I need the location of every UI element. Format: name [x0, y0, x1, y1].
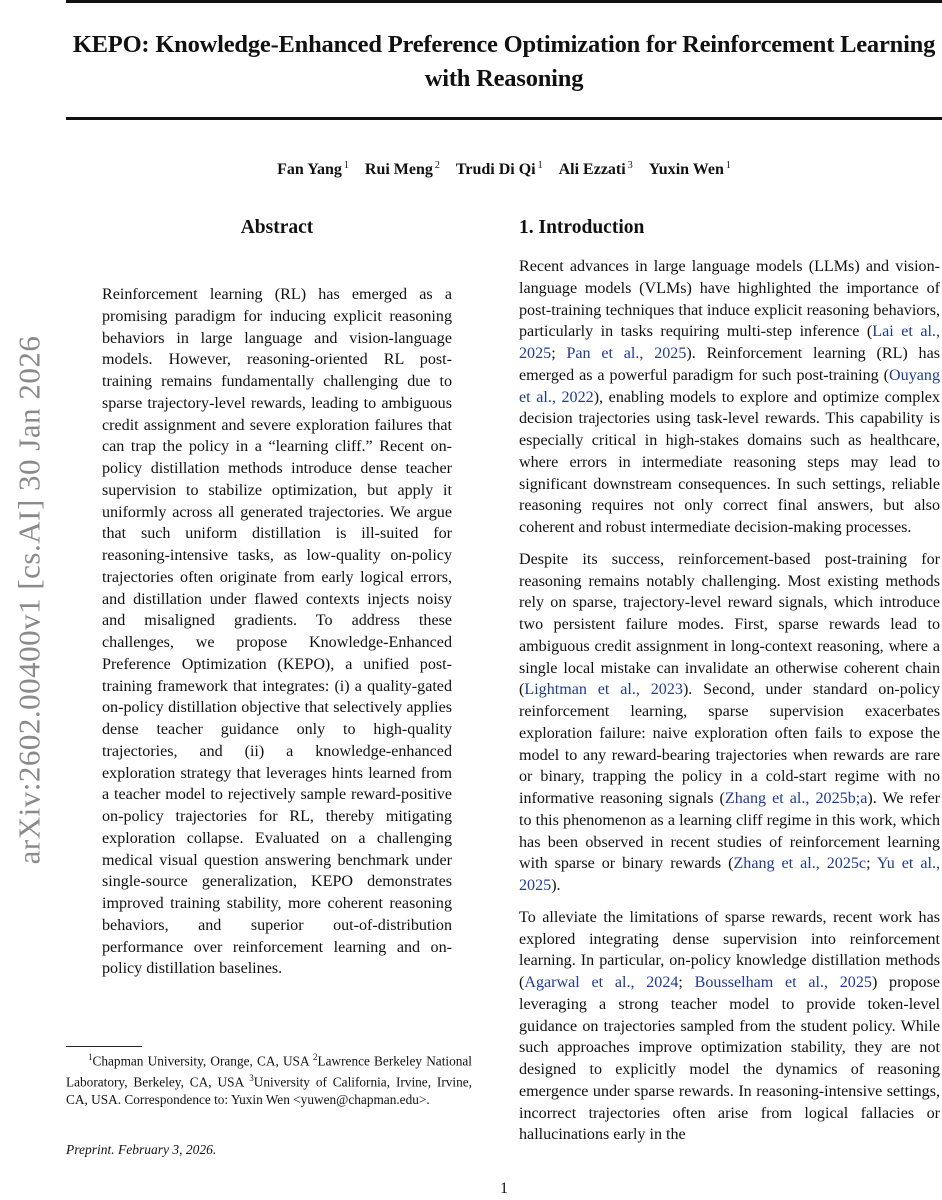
- author: [277, 161, 349, 178]
- text-run: To alleviate the limitations of sparse rewards, recent work has explored integrating dense supervision into reinforcement learning. In particular, on-policy knowledge distillation methods (: [519, 908, 940, 991]
- citation-link[interactable]: Zhang et al., 2025c: [733, 855, 867, 873]
- affiliation-marker: 2: [312, 1052, 318, 1062]
- author-affiliation: 2: [434, 160, 440, 171]
- text-run: ;: [551, 345, 567, 362]
- author-name: Ali Ezzati: [558, 161, 626, 179]
- text-run: Despite its success, reinforcement-based post-training for reasoning remains notably challenging. Most existing methods rely on sparse, trajectory-level reward signals, which introduce two persistent failure modes. First, sparse rewards lead to ambiguous credit assignment in long-context reasoning, where a single local mistake can invalidate an otherwise coherent chain (: [519, 550, 940, 699]
- author-name: Yuxin Wen: [648, 161, 724, 179]
- author-name: Rui Meng: [364, 161, 433, 179]
- intro-paragraph-2: [519, 549, 940, 897]
- text-run: ;: [866, 855, 877, 873]
- author-affiliation: 3: [627, 160, 633, 171]
- preprint-note: Preprint. February 3, 2026.: [66, 1142, 217, 1157]
- introduction-heading: 1. Introduction: [519, 217, 645, 238]
- paper-title: KEPO: Knowledge-Enhanced Preference Optimization for Reinforcement Learning with Reasoning: [72, 31, 936, 92]
- affiliation-marker: 3: [249, 1072, 254, 1083]
- author-name: Trudi Di Qi: [455, 161, 536, 179]
- abstract-heading: Abstract: [240, 217, 314, 238]
- text-run: ), enabling models to explore and optimize complex decision trajectories using task-level rewards. This capability is especially critical in high-stakes domains such as healthcare, where errors in intermediate reasoning steps may lead to significant downstream consequences. In such settings, reliable reasoning requires not only correct final answers, but also coherent and robust intermediate decision-making processes.: [519, 388, 940, 536]
- citation-link[interactable]: Lightman et al., 2023: [524, 681, 683, 699]
- citation-link[interactable]: Ouyang et al., 2022: [519, 366, 940, 406]
- author: [365, 161, 440, 178]
- text-run: Recent advances in large language models (LLMs) and vision-language models (VLMs) have highlighted the importance of post-training techniques that induce explicit reasoning behaviors, particularly in tasks requiring multi-step inference (: [519, 258, 940, 341]
- intro-paragraph-3: [519, 907, 940, 1146]
- abstract-text: Reinforcement learning (RL) has emerged as a promising paradigm for inducing explicit reasoning behaviors in large language and vision-language models. However, reasoning-oriented RL post-training remains fundamentally challenging due to sparse trajectory-level rewards, leading to ambiguous credit assignment and severe exploration failures that can trap the policy in a “learning cliff.” Recent on-policy distillation methods introduce dense teacher supervision to stabilize optimization, but apply it uniformly across all generated trajectories. We argue that such uniform distillation is ill-suited for reasoning-intensive tasks, as low-quality on-policy trajectories often originate from early logical errors, and distillation under flawed contexts injects noisy and misaligned gradients. To address these challenges, we propose Knowledge-Enhanced Preference Optimization (KEPO), a unified post-training framework that integrates: (i) a quality-gated on-policy distillation objective that selectively applies dense teacher guidance only to high-quality trajectories, and (ii) a knowledge-enhanced exploration strategy that leverages hints learned from a teacher model to rejectively sample reward-positive on-policy trajectories for RL, thereby mitigating exploration collapse. Evaluated on a challenging medical visual question answering benchmark under single-source generalization, KEPO demonstrates improved training stability, more coherent reasoning behaviors, and superior out-of-distribution performance over reinforcement learning and on-policy distillation baselines.: [102, 286, 452, 978]
- introduction-body: [519, 256, 940, 1156]
- page-number: 1: [500, 1180, 508, 1197]
- author-affiliation: 1: [725, 160, 731, 171]
- author-affiliation: 1: [537, 160, 543, 171]
- arxiv-stamp: [2, 280, 56, 920]
- arxiv-identifier[interactable]: arXiv:2602.00400v1 [cs.AI] 30 Jan 2026: [11, 335, 47, 865]
- text-run: ).: [551, 877, 561, 894]
- text-run: ). Second, under standard on-policy reinforcement learning, sparse supervision exacerbates exploration failure: naive exploration often fails to expose the model to any reward-bearing trajectories when rewards are rare or binary, trapping the policy in a cold-start regime with no informative reasoning signals (: [519, 681, 940, 807]
- author: [456, 161, 543, 178]
- affiliation-2: Lawrence Berkeley National Laboratory, Berkeley, CA, USA: [66, 1053, 472, 1090]
- citation-link[interactable]: Lai et al., 2025: [519, 323, 940, 362]
- author-list: [66, 155, 942, 181]
- citation-link[interactable]: Yu et al., 2025: [519, 855, 940, 894]
- affiliation-3-and-correspondence: University of California, Irvine, Irvine, CA, USA. Correspondence to: Yuxin Wen <yuwen@chapman.edu>.: [66, 1074, 472, 1107]
- text-run: ) propose leveraging a strong teacher model to provide token-level guidance on trajectories sampled from the student policy. While such approaches improve optimization stability, they are not designed to explicitly model the dynamics of reasoning emergence under sparse rewards. In reasoning-intensive settings, incorrect trajectories often arise from logical fallacies or hallucinations early in the: [519, 974, 940, 1144]
- author-name: Fan Yang: [277, 161, 342, 179]
- affiliations-footnote: [66, 1049, 472, 1108]
- title-rule: [66, 117, 942, 120]
- citation-link[interactable]: Zhang et al., 2025b;a: [724, 790, 868, 807]
- author: [559, 161, 633, 178]
- author: [649, 161, 731, 178]
- citation-link[interactable]: Pan et al., 2025: [566, 345, 687, 362]
- author-affiliation: 1: [343, 160, 349, 171]
- citation-link[interactable]: Agarwal et al., 2024: [524, 974, 679, 991]
- citation-link[interactable]: Bousselham et al., 2025: [694, 974, 872, 991]
- text-run: ). Reinforcement learning (RL) has emerged as a powerful paradigm for such post-training (: [519, 345, 940, 384]
- affiliation-marker: 1: [88, 1052, 93, 1062]
- affiliation-1: Chapman University, Orange, CA, USA: [92, 1053, 313, 1069]
- top-rule: [66, 0, 942, 3]
- text-run: ;: [678, 974, 695, 991]
- intro-paragraph-1: [519, 256, 940, 539]
- footnote-rule: [66, 1046, 142, 1047]
- text-run: ). We refer to this phenomenon as a learning cliff regime in this work, which has been observed in recent studies of reinforcement learning with sparse or binary rewards (: [519, 790, 941, 873]
